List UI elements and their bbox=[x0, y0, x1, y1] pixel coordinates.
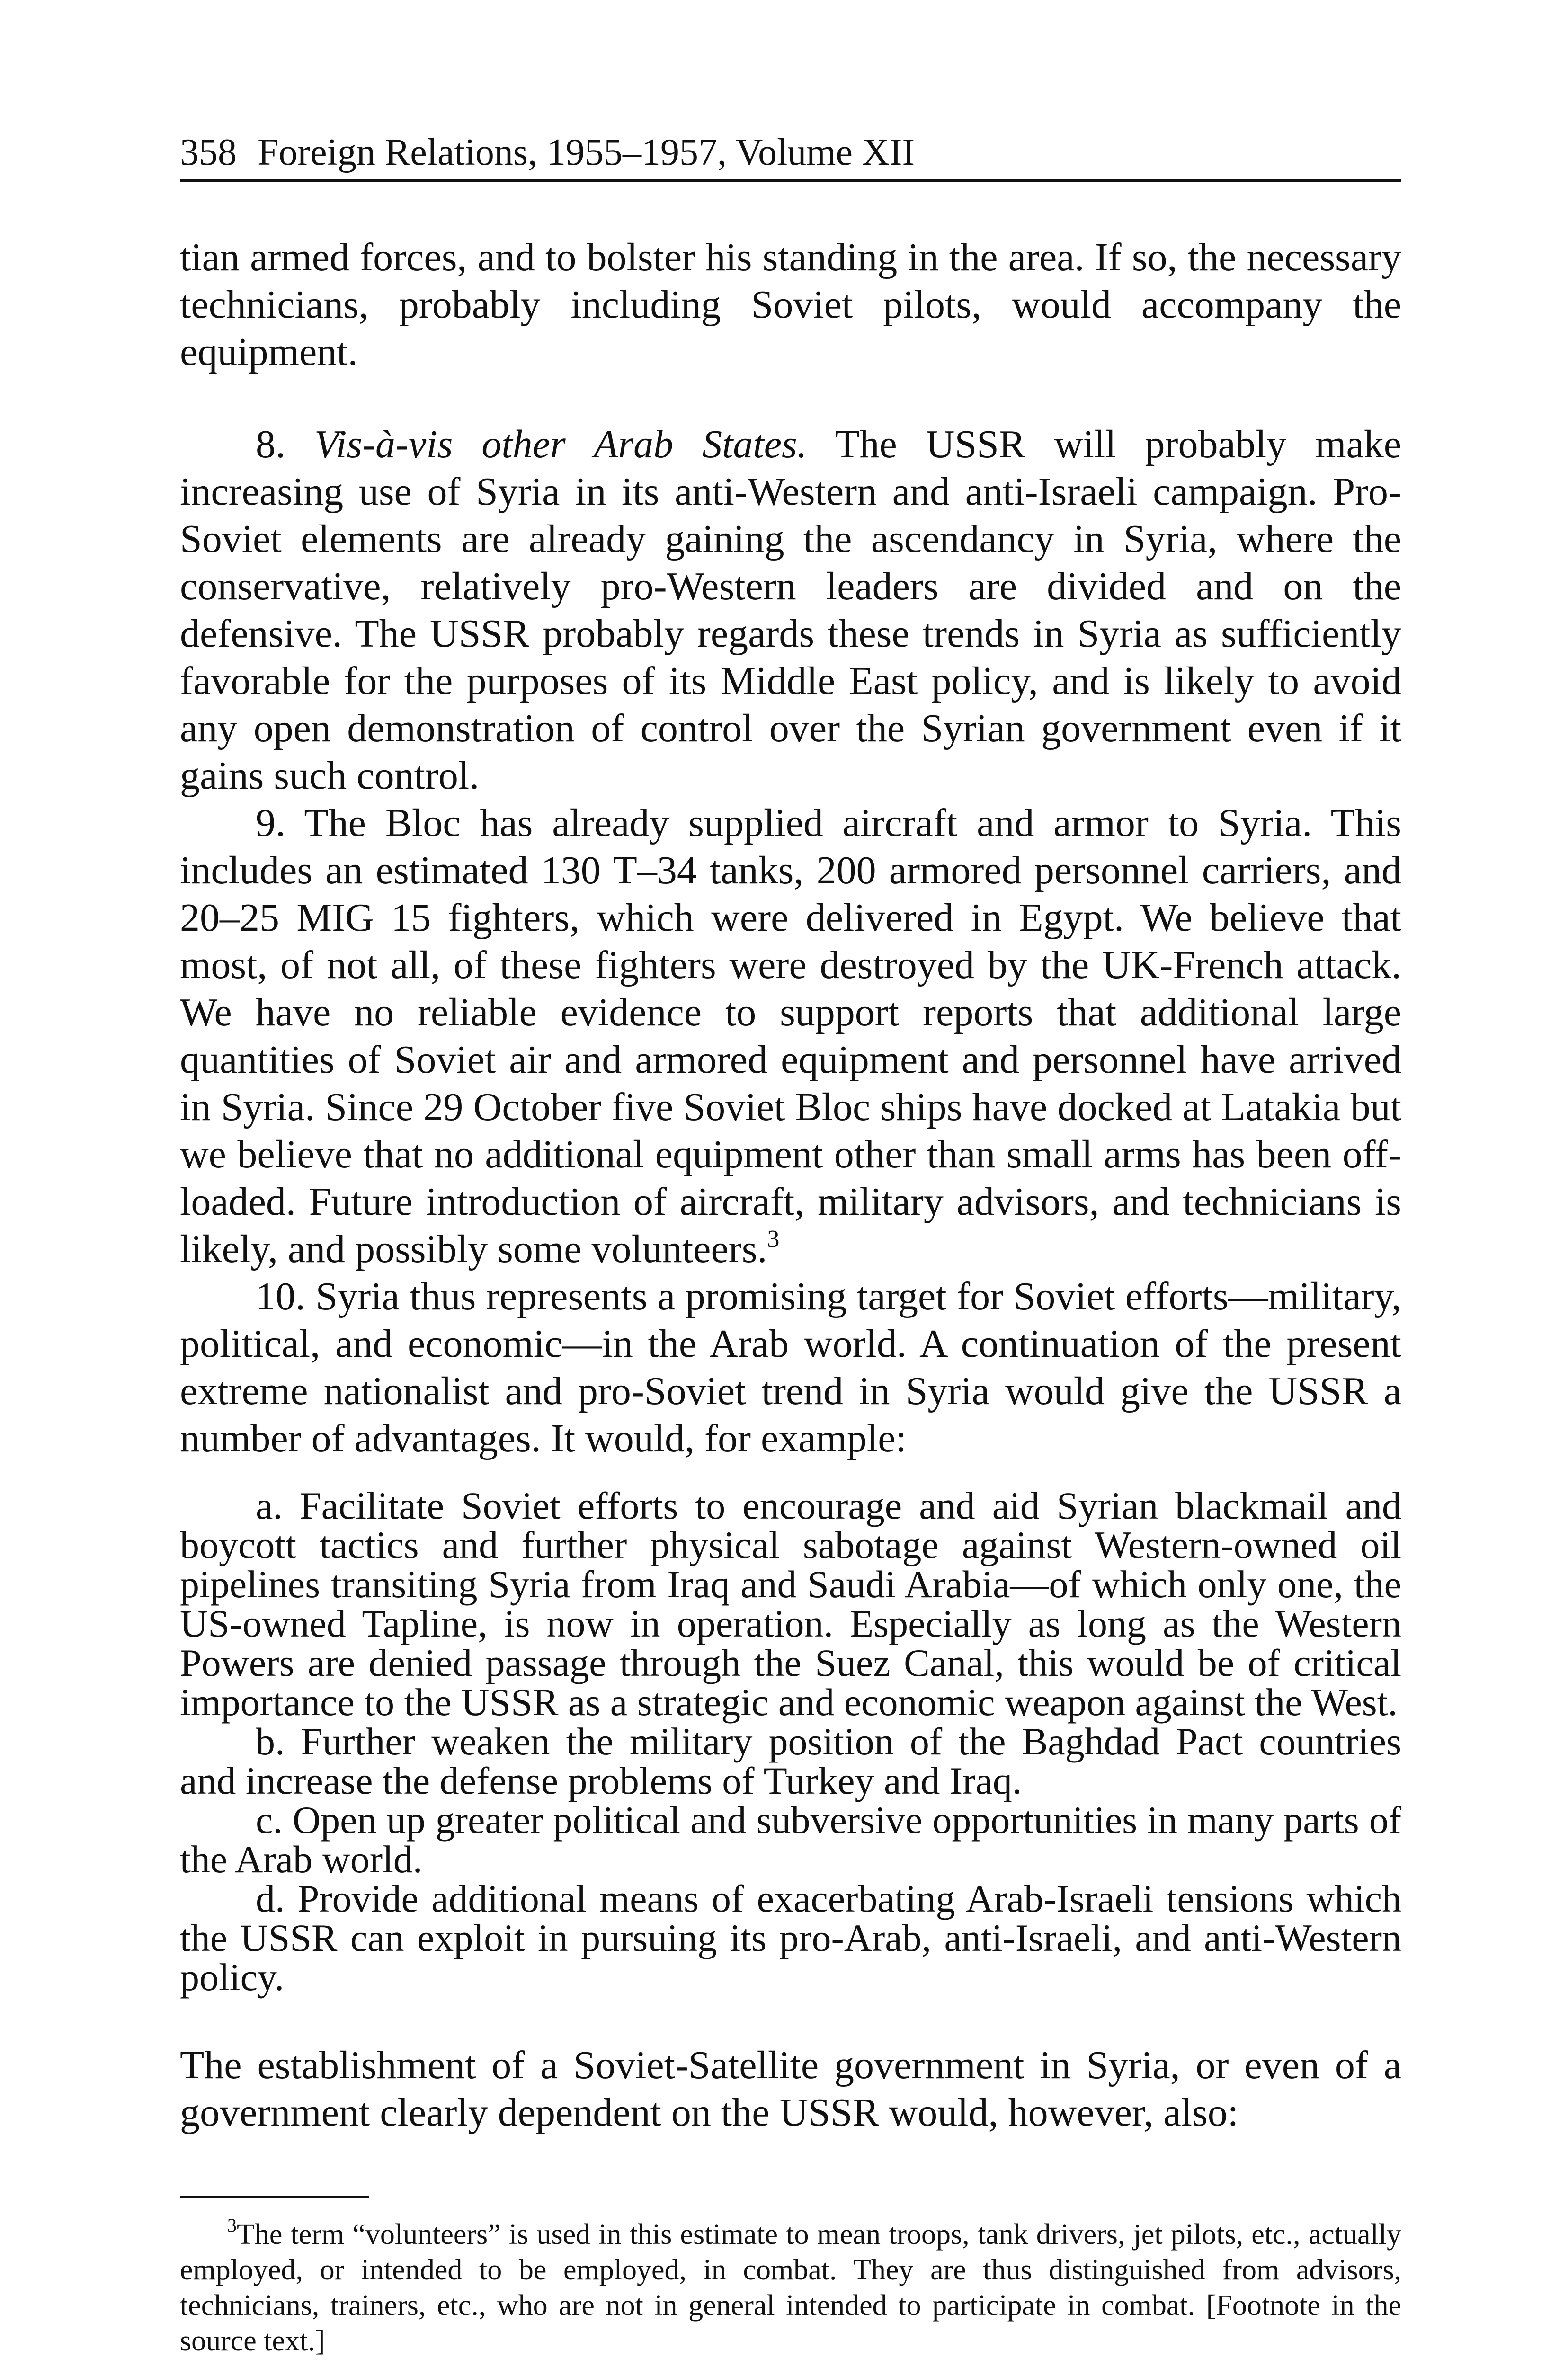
footnote-3 bbox=[180, 2217, 1401, 2359]
list-item-d: d. Provide additional means of exacerbating Arab-Israeli tensions which the USSR can exploit in pursuing its pro-Arab, anti-Israeli, and anti-Western policy. bbox=[180, 1877, 1401, 1999]
list-item-a: a. Facilitate Soviet efforts to encourage and aid Syrian blackmail and boycott tactics and further physical sabotage against Western-owned oil pipelines transiting Syria from Iraq and Saudi Arabia—of which only one, the US-owned Tapline, is now in operation. Especially as long as the Western Powers are denied passage through the Suez Canal, this would be of critical importance to the USSR as a strategic and economic weapon against the West. bbox=[180, 1484, 1401, 1724]
list-item-c: c. Open up greater political and subversive opportunities in many parts of the Arab world. bbox=[180, 1798, 1401, 1881]
paragraph-8-number: 8. bbox=[256, 422, 285, 466]
paragraph-8 bbox=[180, 421, 1401, 800]
footnote-marker: 3 bbox=[227, 2215, 237, 2236]
running-title: Foreign Relations, 1955–1957, Volume XII bbox=[258, 132, 915, 173]
paragraph-10: 10. Syria thus represents a promising target for Soviet efforts—military, political, and economic—in the Arab world. A continuation of the present extreme nationalist and pro-Soviet trend in Syria would give the USSR a number of advantages. It would, for example: bbox=[180, 1274, 1401, 1460]
paragraph-9 bbox=[180, 800, 1401, 1273]
footnote-text: The term “volunteers” is used in this estimate to mean troops, tank drivers, jet pilots, etc., actually employed, or intended to be employed, in combat. They are thus distinguished from advisors, technicians, trainers, etc., who are not in general intended to participate in combat. [Footnote in the source text.] bbox=[180, 2218, 1401, 2357]
document-page bbox=[180, 127, 1401, 2367]
paragraph-continuation: tian armed forces, and to bolster his standing in the area. If so, the necessary technicians, probably including Soviet pilots, would accompany the equipment. bbox=[180, 235, 1401, 374]
page-number: 358 bbox=[180, 132, 237, 173]
footnote-reference: 3 bbox=[767, 1226, 780, 1253]
running-header bbox=[180, 127, 1401, 182]
list-item-b: b. Further weaken the military position of the Baghdad Pact countries and increase the defense problems of Turkey and Iraq. bbox=[180, 1720, 1401, 1802]
body-text bbox=[180, 234, 1401, 2136]
closing-paragraph: The establishment of a Soviet-Satellite government in Syria, or even of a government clearly dependent on the USSR would, however, also: bbox=[180, 2043, 1401, 2135]
paragraph-8-heading: Vis-à-vis other Arab States. bbox=[314, 422, 807, 466]
paragraph-8-text: The USSR will probably make increasing use of Syria in its anti-Western and anti-Israeli campaign. Pro-Soviet elements are already gaining the ascendancy in Syria, where the conservative, relatively pro-Western leaders are divided and on the defensive. The USSR probably regards these trends in Syria as sufficiently favorable for the purposes of its Middle East policy, and is likely to avoid any open demonstration of control over the Syrian government even if it gains such control. bbox=[180, 422, 1402, 798]
footnote-divider bbox=[180, 2196, 369, 2198]
paragraph-9-text: 9. The Bloc has already supplied aircraft and armor to Syria. This includes an estimated 130 T–34 tanks, 200 armored personnel carriers, and 20–25 MIG 15 fighters, which were delivered in Egypt. We believe that most, of not all, of these fighters were destroyed by the UK-French attack. We have no reliable evidence to support reports that additional large quantities of Soviet air and armored equipment and personnel have arrived in Syria. Since 29 October five Soviet Bloc ships have docked at Latakia but we believe that no additional equipment other than small arms has been off-loaded. Future introduction of aircraft, military advisors, and technicians is likely, and possibly some volunteers. bbox=[180, 801, 1401, 1271]
advantages-list bbox=[180, 1486, 1401, 1997]
